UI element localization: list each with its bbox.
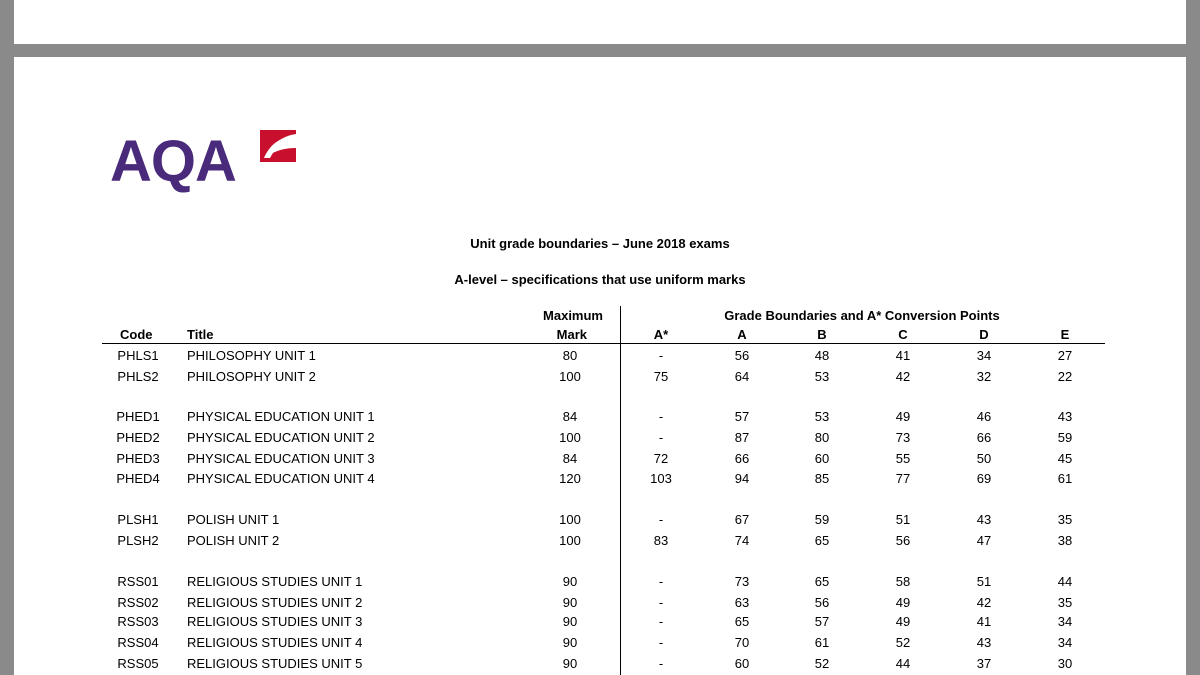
row-grade-value: - — [658, 656, 664, 671]
row-grade-value: 57 — [814, 614, 830, 629]
row-grade-value: 65 — [734, 614, 750, 629]
row-title: PHYSICAL EDUCATION UNIT 1 — [187, 409, 375, 424]
row-grade-value: 49 — [895, 614, 911, 629]
row-title: POLISH UNIT 1 — [187, 512, 280, 527]
row-grade-value: 47 — [976, 533, 992, 548]
header-grade-a: A — [737, 327, 747, 342]
row-grade-value: 73 — [895, 430, 911, 445]
row-grade-value: 94 — [734, 471, 750, 486]
row-max-mark: 90 — [562, 614, 578, 629]
row-title: POLISH UNIT 2 — [187, 533, 280, 548]
grade-boundaries-table — [14, 57, 1186, 675]
header-max-line1: Maximum — [543, 308, 603, 323]
row-code: RSS03 — [117, 614, 159, 629]
header-code: Code — [120, 327, 153, 342]
row-grade-value: 35 — [1057, 512, 1073, 527]
document-page — [14, 57, 1186, 675]
row-max-mark: 84 — [562, 409, 578, 424]
row-grade-value: 77 — [895, 471, 911, 486]
row-grade-value: 66 — [976, 430, 992, 445]
row-max-mark: 90 — [562, 635, 578, 650]
row-grade-value: 46 — [976, 409, 992, 424]
row-grade-value: 60 — [814, 451, 830, 466]
row-grade-value: 38 — [1057, 533, 1073, 548]
row-grade-value: - — [658, 635, 664, 650]
row-grade-value: 56 — [734, 348, 750, 363]
row-code: PHLS2 — [117, 369, 159, 384]
row-max-mark: 100 — [559, 512, 581, 527]
group-header: Grade Boundaries and A* Conversion Points — [724, 308, 1000, 323]
row-grade-value: 41 — [895, 348, 911, 363]
row-max-mark: 100 — [559, 430, 581, 445]
row-grade-value: 43 — [1057, 409, 1073, 424]
row-grade-value: - — [658, 348, 664, 363]
row-code: PHED1 — [116, 409, 160, 424]
row-grade-value: 43 — [976, 635, 992, 650]
row-grade-value: 41 — [976, 614, 992, 629]
row-grade-value: 48 — [814, 348, 830, 363]
row-grade-value: 64 — [734, 369, 750, 384]
document-title: Unit grade boundaries – June 2018 exams — [470, 236, 730, 251]
row-grade-value: 66 — [734, 451, 750, 466]
row-grade-value: 60 — [734, 656, 750, 671]
row-grade-value: 30 — [1057, 656, 1073, 671]
row-title: RELIGIOUS STUDIES UNIT 3 — [187, 614, 363, 629]
header-grade-d: D — [979, 327, 989, 342]
row-grade-value: 58 — [895, 574, 911, 589]
row-grade-value: 56 — [895, 533, 911, 548]
document-subtitle: A-level – specifications that use uniform marks — [454, 272, 746, 287]
row-title: PHILOSOPHY UNIT 2 — [187, 369, 316, 384]
row-grade-value: 63 — [734, 595, 750, 610]
row-grade-value: 59 — [1057, 430, 1073, 445]
row-grade-value: 49 — [895, 409, 911, 424]
row-grade-value: 87 — [734, 430, 750, 445]
header-grade-astar: A* — [653, 327, 669, 342]
row-max-mark: 90 — [562, 574, 578, 589]
row-grade-value: - — [658, 574, 664, 589]
row-code: PHED3 — [116, 451, 160, 466]
row-grade-value: 59 — [814, 512, 830, 527]
row-grade-value: 69 — [976, 471, 992, 486]
row-grade-value: 103 — [650, 471, 672, 486]
row-grade-value: 61 — [1057, 471, 1073, 486]
row-grade-value: 70 — [734, 635, 750, 650]
row-title: RELIGIOUS STUDIES UNIT 4 — [187, 635, 363, 650]
row-grade-value: 67 — [734, 512, 750, 527]
row-grade-value: 73 — [734, 574, 750, 589]
row-grade-value: 34 — [976, 348, 992, 363]
row-title: PHILOSOPHY UNIT 1 — [187, 348, 316, 363]
row-grade-value: 51 — [895, 512, 911, 527]
row-grade-value: 83 — [653, 533, 669, 548]
header-grade-c: C — [898, 327, 908, 342]
row-grade-value: - — [658, 614, 664, 629]
row-max-mark: 80 — [562, 348, 578, 363]
row-title: PHYSICAL EDUCATION UNIT 4 — [187, 471, 375, 486]
row-grade-value: 52 — [814, 656, 830, 671]
row-grade-value: 44 — [895, 656, 911, 671]
row-grade-value: 56 — [814, 595, 830, 610]
row-grade-value: 49 — [895, 595, 911, 610]
row-title: RELIGIOUS STUDIES UNIT 2 — [187, 595, 363, 610]
row-max-mark: 120 — [559, 471, 581, 486]
row-grade-value: - — [658, 595, 664, 610]
row-grade-value: 42 — [976, 595, 992, 610]
row-code: PHLS1 — [117, 348, 159, 363]
row-grade-value: 43 — [976, 512, 992, 527]
row-grade-value: 51 — [976, 574, 992, 589]
row-title: RELIGIOUS STUDIES UNIT 5 — [187, 656, 363, 671]
row-code: RSS01 — [117, 574, 159, 589]
row-code: PLSH2 — [117, 533, 159, 548]
header-rule — [102, 343, 1105, 344]
row-grade-value: 35 — [1057, 595, 1073, 610]
row-grade-value: - — [658, 430, 664, 445]
row-grade-value: 27 — [1057, 348, 1073, 363]
row-code: PLSH1 — [117, 512, 159, 527]
row-grade-value: 61 — [814, 635, 830, 650]
row-grade-value: 53 — [814, 409, 830, 424]
header-max-line2: Mark — [556, 327, 587, 342]
row-grade-value: 57 — [734, 409, 750, 424]
row-grade-value: 32 — [976, 369, 992, 384]
row-max-mark: 100 — [559, 533, 581, 548]
row-code: PHED2 — [116, 430, 160, 445]
row-grade-value: 50 — [976, 451, 992, 466]
row-grade-value: 44 — [1057, 574, 1073, 589]
row-grade-value: 74 — [734, 533, 750, 548]
header-title: Title — [187, 327, 214, 342]
row-grade-value: 55 — [895, 451, 911, 466]
row-max-mark: 100 — [559, 369, 581, 384]
row-title: PHYSICAL EDUCATION UNIT 2 — [187, 430, 375, 445]
row-grade-value: 85 — [814, 471, 830, 486]
row-grade-value: 45 — [1057, 451, 1073, 466]
row-grade-value: 34 — [1057, 635, 1073, 650]
row-grade-value: 22 — [1057, 369, 1073, 384]
row-max-mark: 84 — [562, 451, 578, 466]
row-code: RSS05 — [117, 656, 159, 671]
row-grade-value: 34 — [1057, 614, 1073, 629]
row-grade-value: - — [658, 409, 664, 424]
row-max-mark: 90 — [562, 656, 578, 671]
row-grade-value: 37 — [976, 656, 992, 671]
row-grade-value: 52 — [895, 635, 911, 650]
previous-page-bottom — [14, 0, 1186, 44]
row-title: PHYSICAL EDUCATION UNIT 3 — [187, 451, 375, 466]
row-grade-value: 42 — [895, 369, 911, 384]
row-code: RSS04 — [117, 635, 159, 650]
row-grade-value: 65 — [814, 533, 830, 548]
header-grade-e: E — [1060, 327, 1070, 342]
row-code: PHED4 — [116, 471, 160, 486]
logo-text: AQA — [110, 129, 236, 194]
row-max-mark: 90 — [562, 595, 578, 610]
row-grade-value: 53 — [814, 369, 830, 384]
column-divider — [620, 306, 621, 675]
row-grade-value: - — [658, 512, 664, 527]
row-grade-value: 80 — [814, 430, 830, 445]
row-grade-value: 75 — [653, 369, 669, 384]
row-grade-value: 72 — [653, 451, 669, 466]
header-grade-b: B — [817, 327, 827, 342]
row-title: RELIGIOUS STUDIES UNIT 1 — [187, 574, 363, 589]
row-grade-value: 65 — [814, 574, 830, 589]
row-code: RSS02 — [117, 595, 159, 610]
